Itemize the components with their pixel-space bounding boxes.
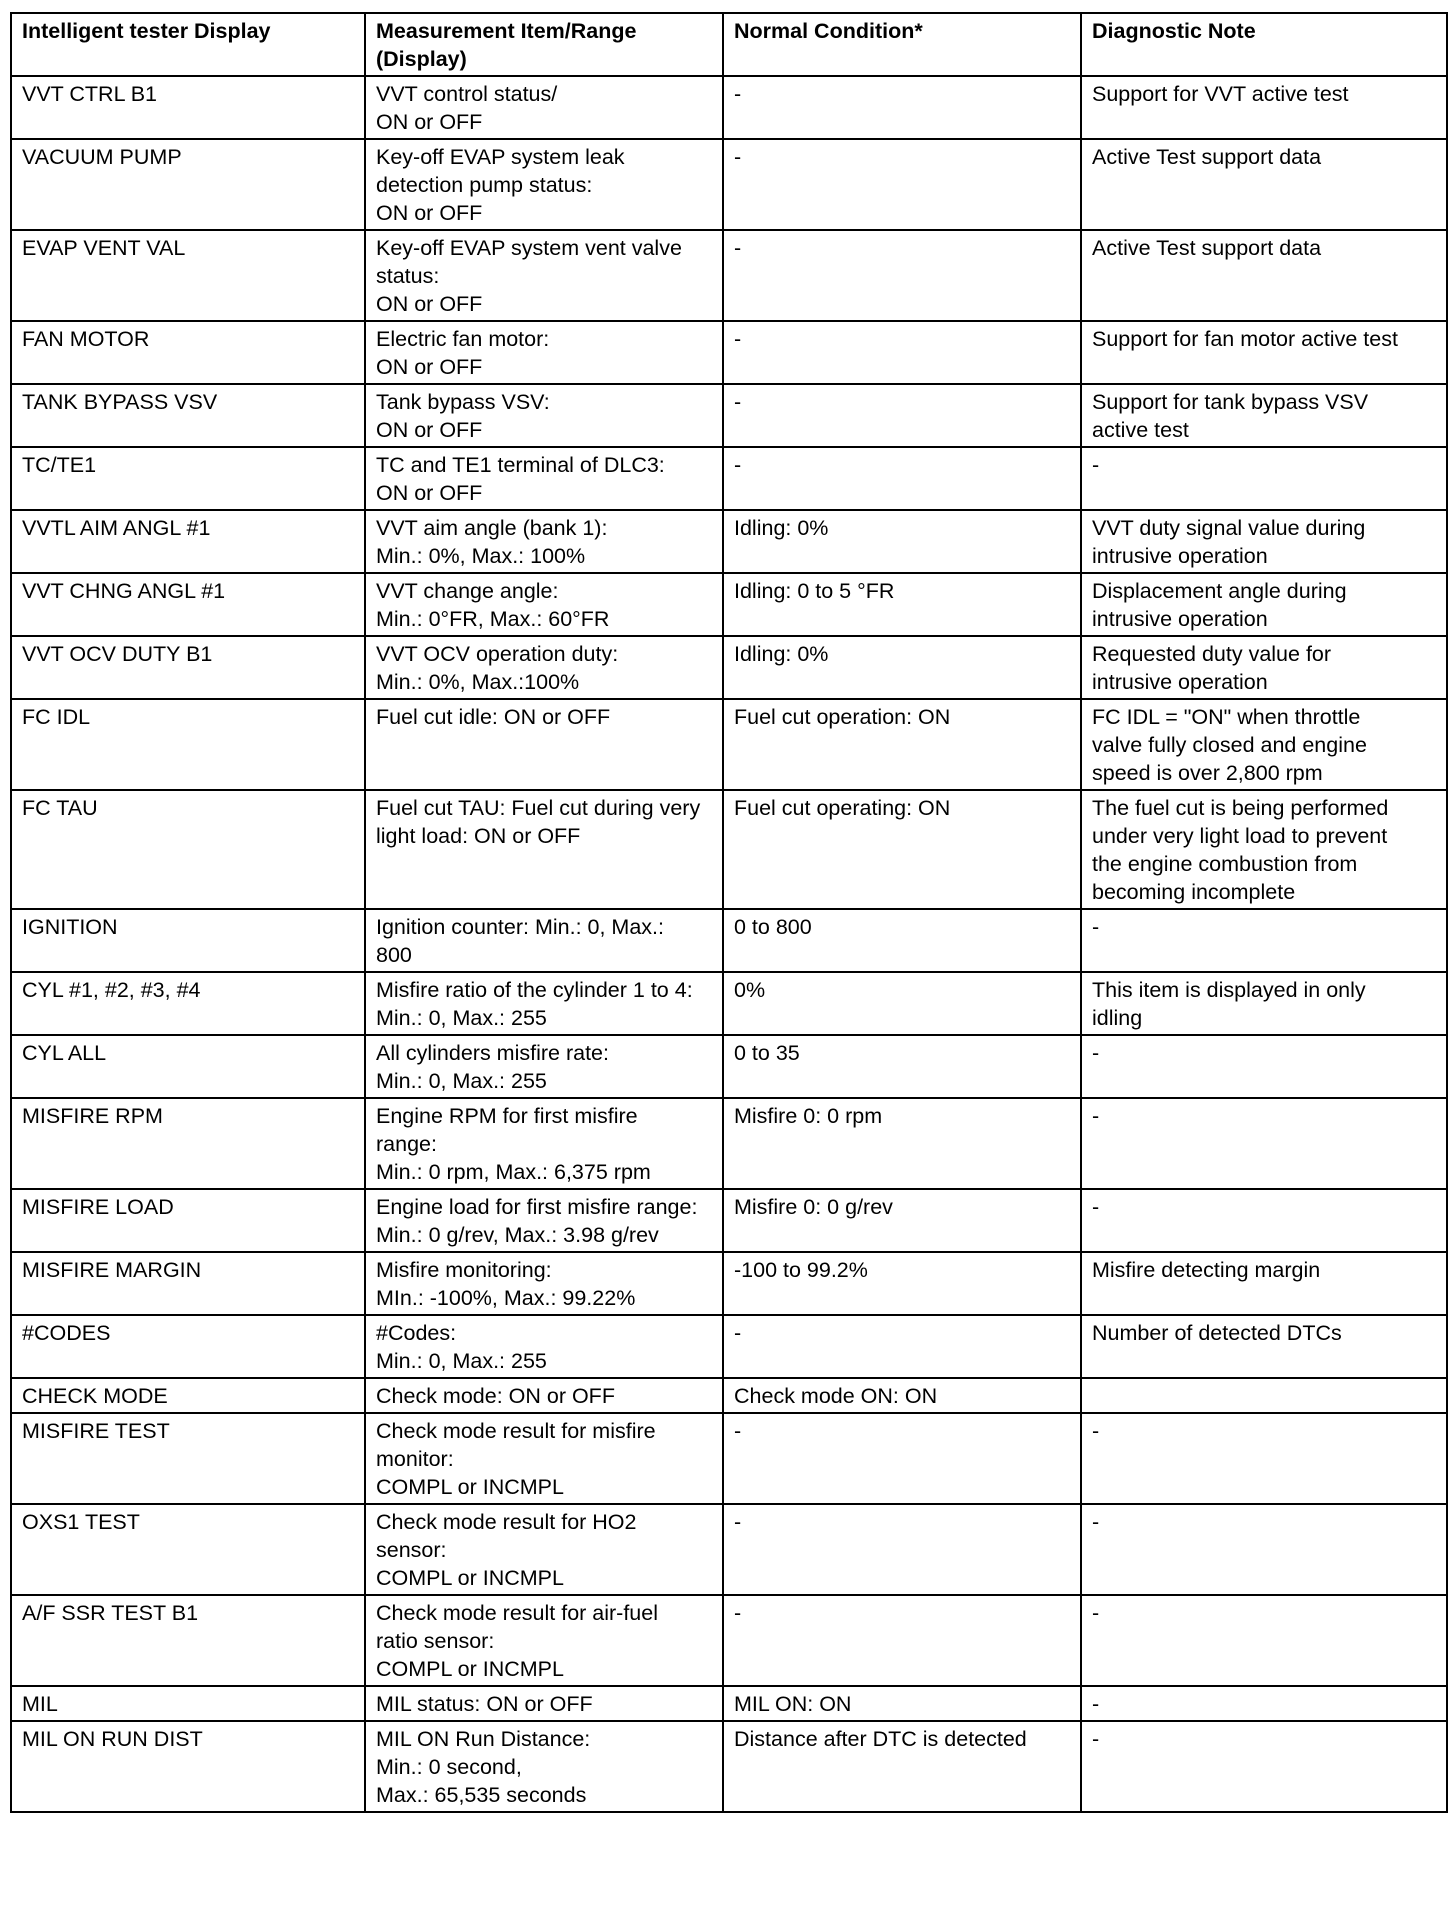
table-row (11, 972, 1447, 1035)
table-row (11, 1413, 1447, 1504)
cell-diagnostic-note: Active Test support data (1081, 139, 1447, 230)
cell-normal-condition: 0% (723, 972, 1081, 1035)
header-normal-condition: Normal Condition* (723, 13, 1081, 76)
cell-tester-display: FC IDL (11, 699, 365, 790)
table-row (11, 1035, 1447, 1098)
cell-measurement-item: Misfire ratio of the cylinder 1 to 4: Min.: 0, Max.: 255 (365, 972, 723, 1035)
cell-measurement-item: VVT control status/ ON or OFF (365, 76, 723, 139)
cell-normal-condition: 0 to 35 (723, 1035, 1081, 1098)
table-body (11, 76, 1447, 1812)
cell-tester-display: VVT CHNG ANGL #1 (11, 573, 365, 636)
table-row (11, 447, 1447, 510)
cell-diagnostic-note: Requested duty value for intrusive operation (1081, 636, 1447, 699)
cell-normal-condition: Idling: 0% (723, 510, 1081, 573)
cell-normal-condition: Fuel cut operation: ON (723, 699, 1081, 790)
cell-tester-display: VVT OCV DUTY B1 (11, 636, 365, 699)
cell-tester-display: OXS1 TEST (11, 1504, 365, 1595)
table-row (11, 1595, 1447, 1686)
cell-tester-display: CYL ALL (11, 1035, 365, 1098)
table-row (11, 384, 1447, 447)
table-row (11, 139, 1447, 230)
cell-diagnostic-note: Support for tank bypass VSV active test (1081, 384, 1447, 447)
cell-normal-condition: MIL ON: ON (723, 1686, 1081, 1721)
table-row (11, 1252, 1447, 1315)
cell-normal-condition: - (723, 1504, 1081, 1595)
cell-diagnostic-note: - (1081, 1721, 1447, 1812)
cell-normal-condition: Idling: 0 to 5 °FR (723, 573, 1081, 636)
cell-normal-condition: - (723, 230, 1081, 321)
cell-measurement-item: VVT change angle: Min.: 0°FR, Max.: 60°FR (365, 573, 723, 636)
cell-measurement-item: VVT OCV operation duty: Min.: 0%, Max.:100% (365, 636, 723, 699)
cell-diagnostic-note: - (1081, 1504, 1447, 1595)
cell-tester-display: VVTL AIM ANGL #1 (11, 510, 365, 573)
cell-diagnostic-note: - (1081, 1686, 1447, 1721)
cell-measurement-item: Engine RPM for first misfire range: Min.: 0 rpm, Max.: 6,375 rpm (365, 1098, 723, 1189)
cell-tester-display: #CODES (11, 1315, 365, 1378)
cell-diagnostic-note: - (1081, 909, 1447, 972)
cell-measurement-item: Electric fan motor: ON or OFF (365, 321, 723, 384)
cell-diagnostic-note: - (1081, 1098, 1447, 1189)
cell-normal-condition: - (723, 76, 1081, 139)
cell-measurement-item: MIL ON Run Distance: Min.: 0 second, Max.: 65,535 seconds (365, 1721, 723, 1812)
table-header (11, 13, 1447, 76)
cell-diagnostic-note: - (1081, 1413, 1447, 1504)
cell-measurement-item: TC and TE1 terminal of DLC3: ON or OFF (365, 447, 723, 510)
cell-measurement-item: Check mode: ON or OFF (365, 1378, 723, 1413)
cell-tester-display: CHECK MODE (11, 1378, 365, 1413)
table-row (11, 510, 1447, 573)
table-row (11, 1721, 1447, 1812)
table-row (11, 1098, 1447, 1189)
cell-diagnostic-note: This item is displayed in only idling (1081, 972, 1447, 1035)
header-diagnostic-note: Diagnostic Note (1081, 13, 1447, 76)
table-row (11, 909, 1447, 972)
cell-normal-condition: - (723, 384, 1081, 447)
cell-diagnostic-note: Displacement angle during intrusive operation (1081, 573, 1447, 636)
header-row (11, 13, 1447, 76)
cell-diagnostic-note (1081, 1378, 1447, 1413)
cell-tester-display: MISFIRE MARGIN (11, 1252, 365, 1315)
cell-tester-display: MIL ON RUN DIST (11, 1721, 365, 1812)
cell-diagnostic-note: Support for VVT active test (1081, 76, 1447, 139)
cell-normal-condition: - (723, 1595, 1081, 1686)
cell-normal-condition: Idling: 0% (723, 636, 1081, 699)
cell-measurement-item: Key-off EVAP system leak detection pump status: ON or OFF (365, 139, 723, 230)
cell-tester-display: VACUUM PUMP (11, 139, 365, 230)
cell-measurement-item: Engine load for first misfire range: Min.: 0 g/rev, Max.: 3.98 g/rev (365, 1189, 723, 1252)
table-row (11, 790, 1447, 909)
table-row (11, 573, 1447, 636)
cell-tester-display: VVT CTRL B1 (11, 76, 365, 139)
cell-measurement-item: MIL status: ON or OFF (365, 1686, 723, 1721)
cell-diagnostic-note: Misfire detecting margin (1081, 1252, 1447, 1315)
cell-measurement-item: #Codes: Min.: 0, Max.: 255 (365, 1315, 723, 1378)
cell-diagnostic-note: - (1081, 1189, 1447, 1252)
cell-normal-condition: Misfire 0: 0 g/rev (723, 1189, 1081, 1252)
cell-tester-display: FAN MOTOR (11, 321, 365, 384)
cell-diagnostic-note: Support for fan motor active test (1081, 321, 1447, 384)
cell-normal-condition: - (723, 321, 1081, 384)
data-list-table (10, 12, 1448, 1813)
cell-tester-display: FC TAU (11, 790, 365, 909)
cell-tester-display: MISFIRE TEST (11, 1413, 365, 1504)
table-row (11, 1504, 1447, 1595)
cell-diagnostic-note: - (1081, 1595, 1447, 1686)
cell-measurement-item: Misfire monitoring: MIn.: -100%, Max.: 99.22% (365, 1252, 723, 1315)
cell-tester-display: MISFIRE LOAD (11, 1189, 365, 1252)
cell-tester-display: TC/TE1 (11, 447, 365, 510)
header-measurement-item: Measurement Item/Range (Display) (365, 13, 723, 76)
cell-normal-condition: Fuel cut operating: ON (723, 790, 1081, 909)
cell-tester-display: MIL (11, 1686, 365, 1721)
cell-diagnostic-note: Number of detected DTCs (1081, 1315, 1447, 1378)
cell-tester-display: CYL #1, #2, #3, #4 (11, 972, 365, 1035)
cell-measurement-item: Check mode result for air-fuel ratio sensor: COMPL or INCMPL (365, 1595, 723, 1686)
cell-measurement-item: Tank bypass VSV: ON or OFF (365, 384, 723, 447)
table-row (11, 230, 1447, 321)
cell-normal-condition: Misfire 0: 0 rpm (723, 1098, 1081, 1189)
cell-tester-display: TANK BYPASS VSV (11, 384, 365, 447)
cell-normal-condition: 0 to 800 (723, 909, 1081, 972)
cell-diagnostic-note: The fuel cut is being performed under very light load to prevent the engine combustion from becoming incomplete (1081, 790, 1447, 909)
header-tester-display: Intelligent tester Display (11, 13, 365, 76)
cell-normal-condition: - (723, 1413, 1081, 1504)
cell-tester-display: MISFIRE RPM (11, 1098, 365, 1189)
table-row (11, 1315, 1447, 1378)
cell-diagnostic-note: VVT duty signal value during intrusive operation (1081, 510, 1447, 573)
table-row (11, 636, 1447, 699)
cell-normal-condition: - (723, 1315, 1081, 1378)
cell-tester-display: EVAP VENT VAL (11, 230, 365, 321)
cell-normal-condition: - (723, 139, 1081, 230)
cell-normal-condition: Distance after DTC is detected (723, 1721, 1081, 1812)
table-row (11, 1378, 1447, 1413)
cell-tester-display: IGNITION (11, 909, 365, 972)
cell-measurement-item: Fuel cut TAU: Fuel cut during very light load: ON or OFF (365, 790, 723, 909)
table-row (11, 1189, 1447, 1252)
cell-measurement-item: Check mode result for HO2 sensor: COMPL or INCMPL (365, 1504, 723, 1595)
cell-diagnostic-note: - (1081, 447, 1447, 510)
cell-measurement-item: Check mode result for misfire monitor: COMPL or INCMPL (365, 1413, 723, 1504)
cell-measurement-item: VVT aim angle (bank 1): Min.: 0%, Max.: 100% (365, 510, 723, 573)
cell-normal-condition: - (723, 447, 1081, 510)
cell-diagnostic-note: Active Test support data (1081, 230, 1447, 321)
cell-diagnostic-note: - (1081, 1035, 1447, 1098)
cell-normal-condition: Check mode ON: ON (723, 1378, 1081, 1413)
cell-measurement-item: All cylinders misfire rate: Min.: 0, Max.: 255 (365, 1035, 723, 1098)
cell-normal-condition: -100 to 99.2% (723, 1252, 1081, 1315)
table-row (11, 321, 1447, 384)
table-row (11, 1686, 1447, 1721)
cell-tester-display: A/F SSR TEST B1 (11, 1595, 365, 1686)
table-row (11, 76, 1447, 139)
cell-measurement-item: Fuel cut idle: ON or OFF (365, 699, 723, 790)
cell-measurement-item: Ignition counter: Min.: 0, Max.: 800 (365, 909, 723, 972)
cell-diagnostic-note: FC IDL = "ON" when throttle valve fully closed and engine speed is over 2,800 rpm (1081, 699, 1447, 790)
table-row (11, 699, 1447, 790)
cell-measurement-item: Key-off EVAP system vent valve status: ON or OFF (365, 230, 723, 321)
